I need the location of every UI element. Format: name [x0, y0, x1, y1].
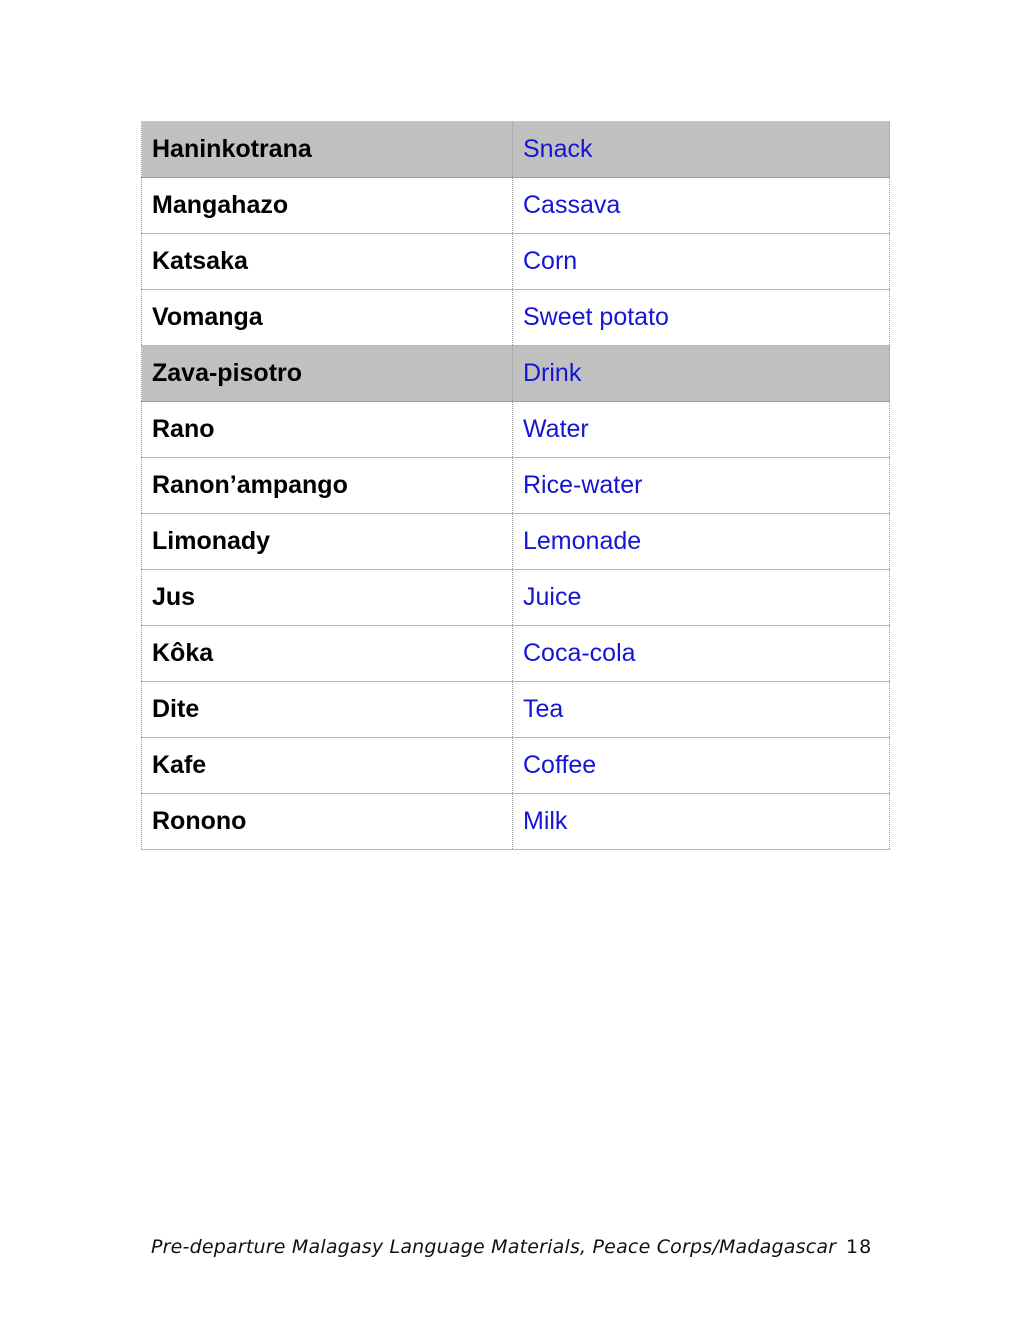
malagasy-term: Haninkotrana [142, 122, 513, 178]
malagasy-term: Kafe [142, 738, 513, 794]
malagasy-term: Vomanga [142, 290, 513, 346]
malagasy-term: Limonady [142, 514, 513, 570]
english-translation: Lemonade [513, 514, 890, 570]
malagasy-term: Jus [142, 570, 513, 626]
table-row [142, 458, 890, 514]
english-translation: Sweet potato [513, 290, 890, 346]
table-row [142, 626, 890, 682]
table-row [142, 290, 890, 346]
english-translation: Coffee [513, 738, 890, 794]
table-row [142, 794, 890, 850]
malagasy-term: Ranon’ampango [142, 458, 513, 514]
english-translation: Snack [513, 122, 890, 178]
malagasy-term: Kôka [142, 626, 513, 682]
table-row [142, 514, 890, 570]
english-translation: Rice-water [513, 458, 890, 514]
table-row [142, 570, 890, 626]
malagasy-term: Mangahazo [142, 178, 513, 234]
english-translation: Corn [513, 234, 890, 290]
malagasy-term: Zava-pisotro [142, 346, 513, 402]
english-translation: Milk [513, 794, 890, 850]
malagasy-term: Ronono [142, 794, 513, 850]
table-row [142, 682, 890, 738]
vocabulary-table [141, 121, 890, 850]
english-translation: Juice [513, 570, 890, 626]
english-translation: Cassava [513, 178, 890, 234]
english-translation: Coca-cola [513, 626, 890, 682]
table-row [142, 178, 890, 234]
category-row-snack [142, 122, 890, 178]
category-row-drink [142, 346, 890, 402]
malagasy-term: Katsaka [142, 234, 513, 290]
malagasy-term: Dite [142, 682, 513, 738]
english-translation: Water [513, 402, 890, 458]
english-translation: Tea [513, 682, 890, 738]
table-row [142, 402, 890, 458]
table-row [142, 234, 890, 290]
page-number: 18 [846, 1236, 873, 1258]
english-translation: Drink [513, 346, 890, 402]
malagasy-term: Rano [142, 402, 513, 458]
table-row [142, 738, 890, 794]
page-footer: Pre-departure Malagasy Language Materials, Peace Corps/Madagascar [151, 1236, 837, 1258]
